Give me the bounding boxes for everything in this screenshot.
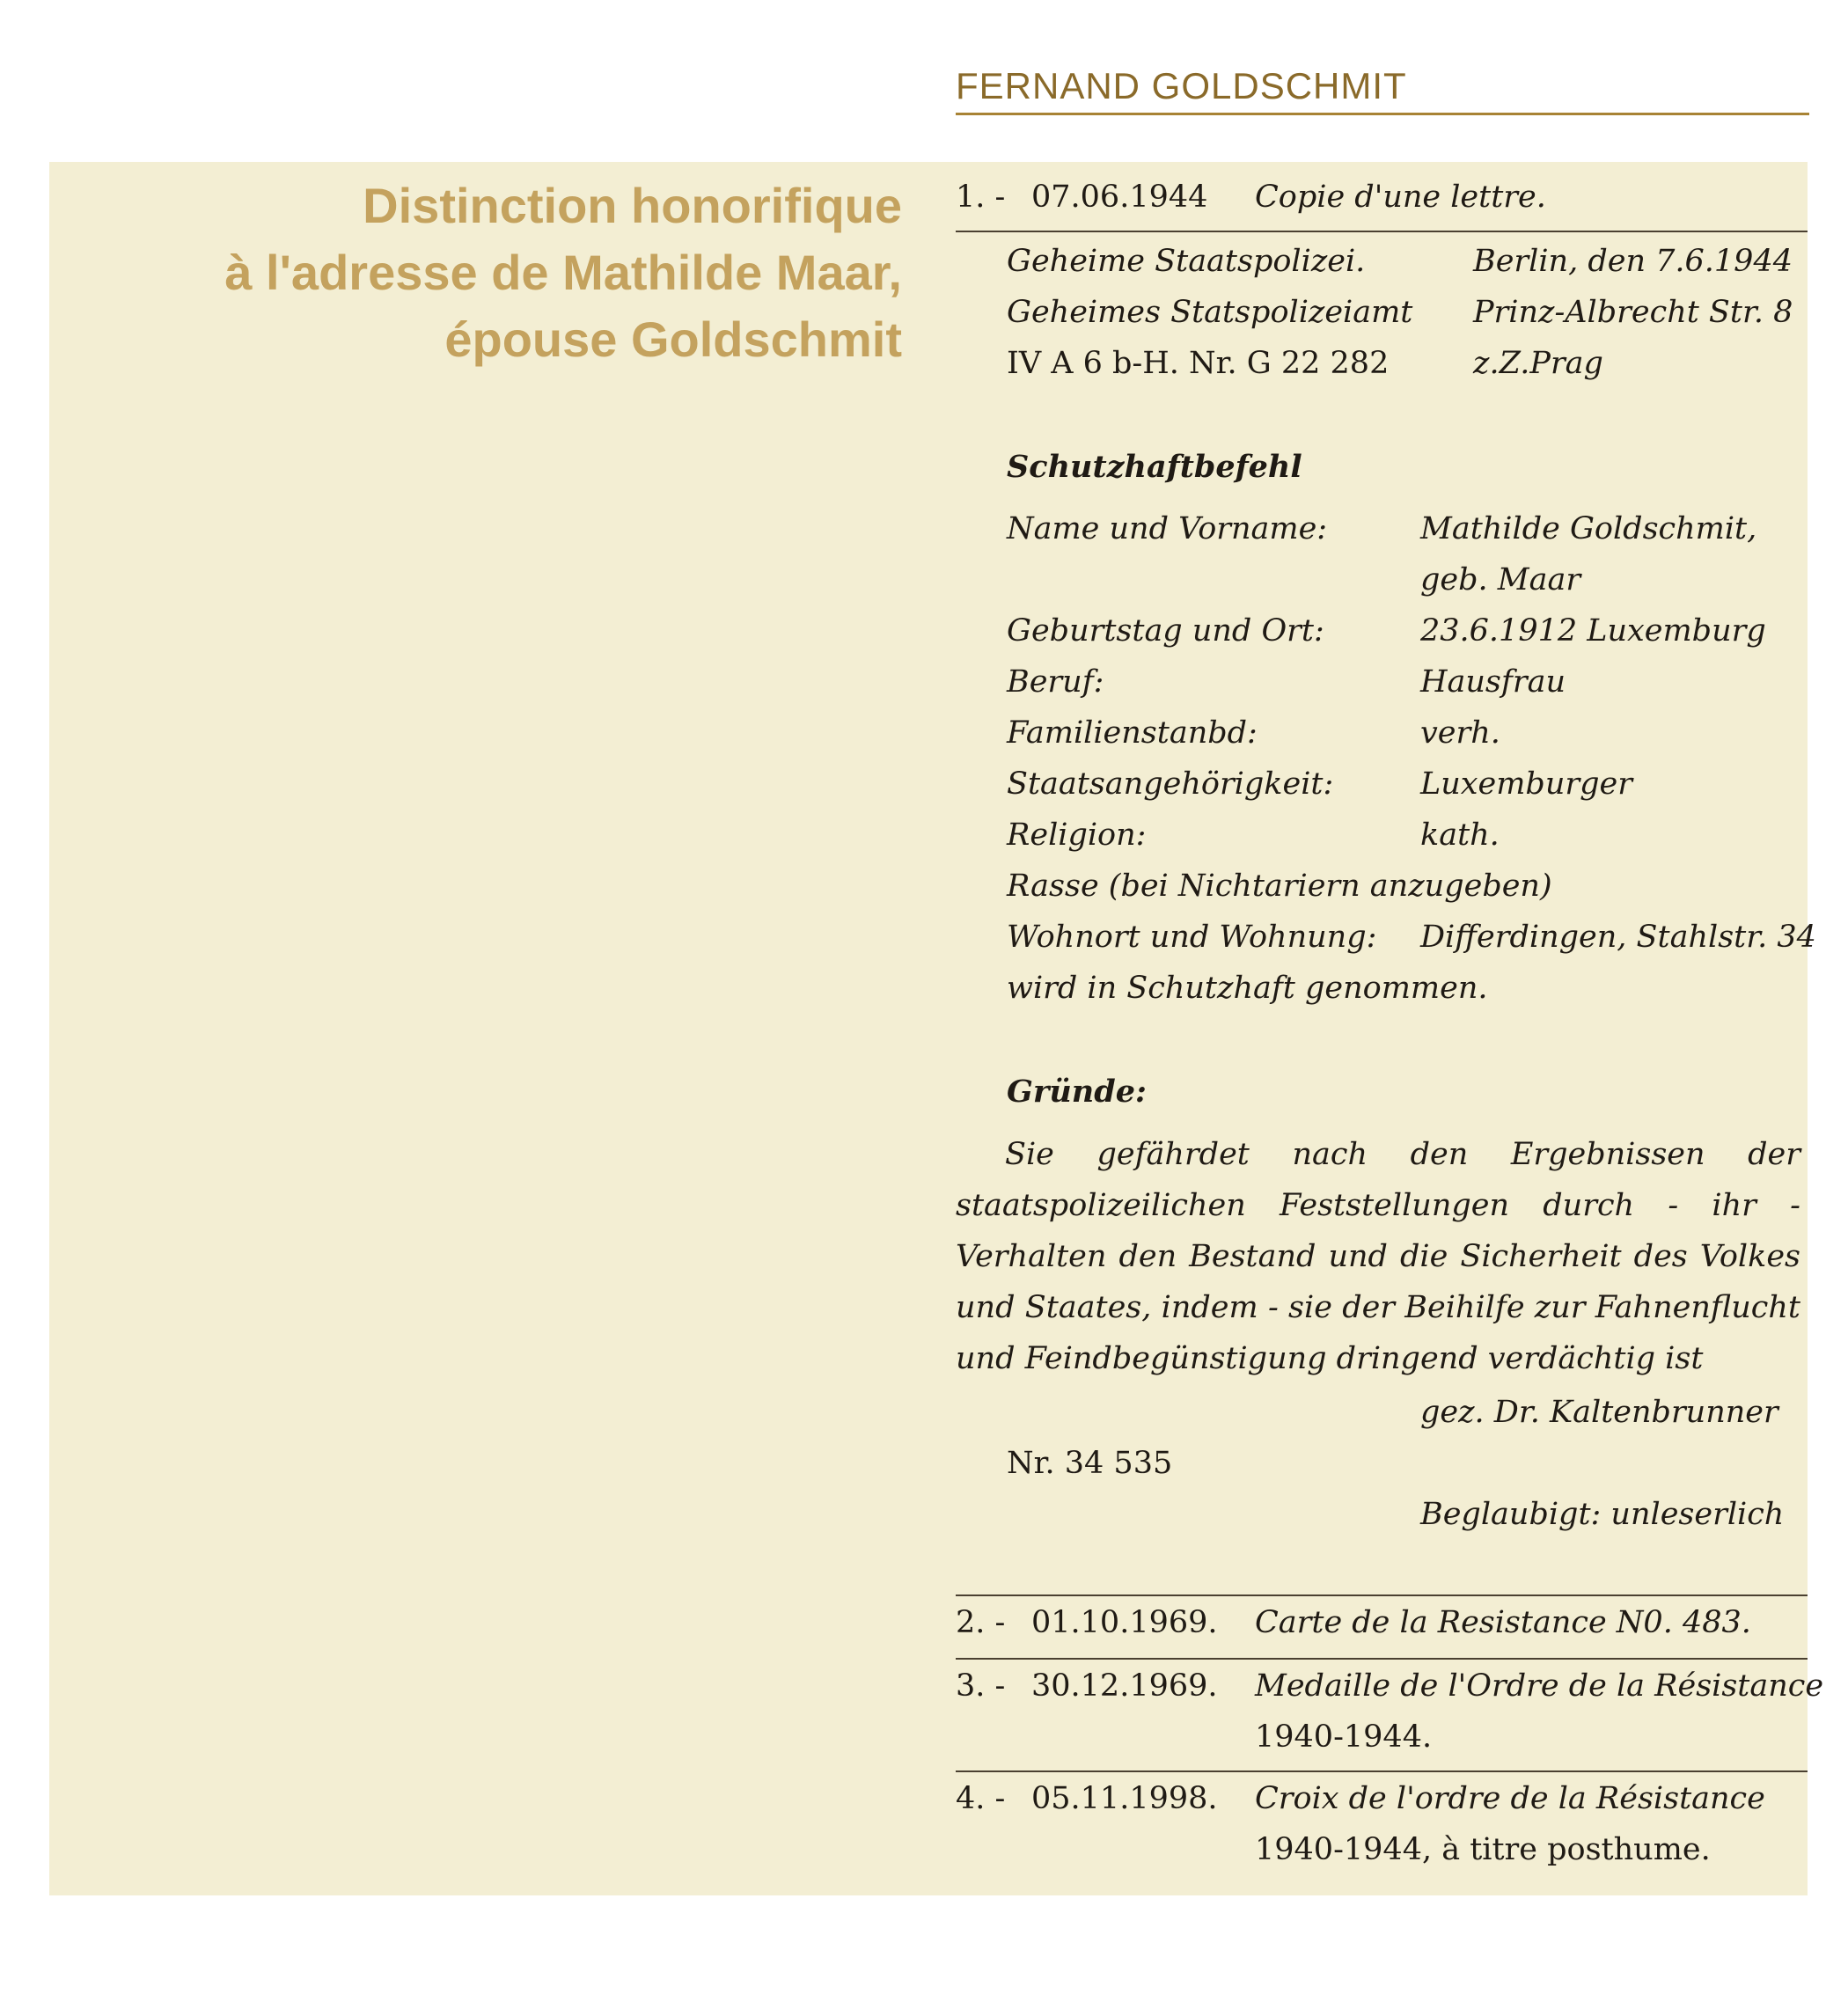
letter-sender [1007,236,1412,389]
entry-number: 1. - [956,180,1006,215]
place-line: Berlin, den 7.6.1944 [1473,244,1793,279]
field-label: Geburtstag und Ort: [1007,613,1324,649]
field-label: Staatsangehörigkeit: [1007,766,1334,802]
entry-description-cont: 1940-1944, à titre posthume. [1255,1832,1711,1867]
order-title: Schutzhaftbefehl [1007,449,1302,485]
field-value: Mathilde Goldschmit, [1420,511,1757,546]
entry-description: Croix de l'ordre de la Résistance [1255,1781,1765,1816]
field-value: verh. [1420,715,1500,751]
entry-date: 07.06.1944 [1031,180,1208,215]
field-value: Luxemburger [1420,766,1632,802]
entry-date: 01.10.1969. [1031,1605,1218,1640]
field-label: Familienstanbd: [1007,715,1258,751]
field-labels [1007,503,1333,861]
author-header: FERNAND GOLDSCHMIT [956,63,1809,115]
document-number: Nr. 34 535 [1007,1446,1173,1481]
sender-line: Geheimes Statspolizeiamt [1007,295,1413,330]
entry-description: Carte de la Resistance N0. 483. [1255,1605,1751,1640]
grounds-title: Gründe: [1007,1074,1147,1110]
entry-date: 30.12.1969. [1031,1668,1218,1704]
entry-number: 4. - [956,1781,1006,1816]
divider [956,1594,1808,1596]
entry-description-cont: 1940-1944. [1255,1719,1433,1755]
entry-number: 3. - [956,1668,1006,1704]
grounds-text [956,1129,1800,1384]
grounds-body: Sie gefährdet nach den Ergebnissen der staatspolizeilichen Feststellungen durch - ihr - Verhalten den Bestand und die Sicherheit des Volkes und Staates, indem - sie der Beihilfe zur Fahnenflucht und Feindbegünstigung dringend verdächtig ist [956,1137,1800,1376]
field-label: Beruf: [1007,664,1104,700]
entry-number: 2. - [956,1605,1006,1640]
entry-description: Copie d'une lettre. [1255,180,1546,215]
field-value: Hausfrau [1420,664,1566,700]
title-line-3: épouse Goldschmit [444,312,902,367]
field-value: 23.6.1912 Luxemburg [1420,613,1766,649]
title-line-1: Distinction honorifique [363,178,902,233]
letter-place [1473,236,1793,389]
page-title [79,172,902,373]
residence-value: Differdingen, Stahlstr. 34 [1420,920,1816,955]
race-line: Rasse (bei Nichtariern anzugeben) [1007,869,1552,904]
field-label [1007,554,1333,605]
field-values [1420,503,1766,861]
signature: gez. Dr. Kaltenbrunner [1420,1395,1778,1430]
divider [956,1658,1808,1660]
divider [956,231,1808,232]
title-line-2: à l'adresse de Mathilde Maar, [224,245,902,300]
entry-date: 05.11.1998. [1031,1781,1218,1816]
custody-line: wird in Schutzhaft genommen. [1007,971,1488,1006]
place-line: z.Z.Prag [1473,346,1603,381]
sender-line: IV A 6 b-H. Nr. G 22 282 [1007,346,1390,381]
sender-line: Geheime Staatspolizei. [1007,244,1366,279]
place-line: Prinz-Albrecht Str. 8 [1473,295,1793,330]
certification: Beglaubigt: unleserlich [1420,1497,1785,1532]
field-label: Name und Vorname: [1007,511,1328,546]
field-value: geb. Maar [1420,562,1581,597]
entry-description: Medaille de l'Ordre de la Résistance [1255,1668,1824,1704]
residence-label: Wohnort und Wohnung: [1007,920,1377,955]
field-value: kath. [1420,817,1500,853]
field-label: Religion: [1007,817,1147,853]
divider [956,1770,1808,1772]
